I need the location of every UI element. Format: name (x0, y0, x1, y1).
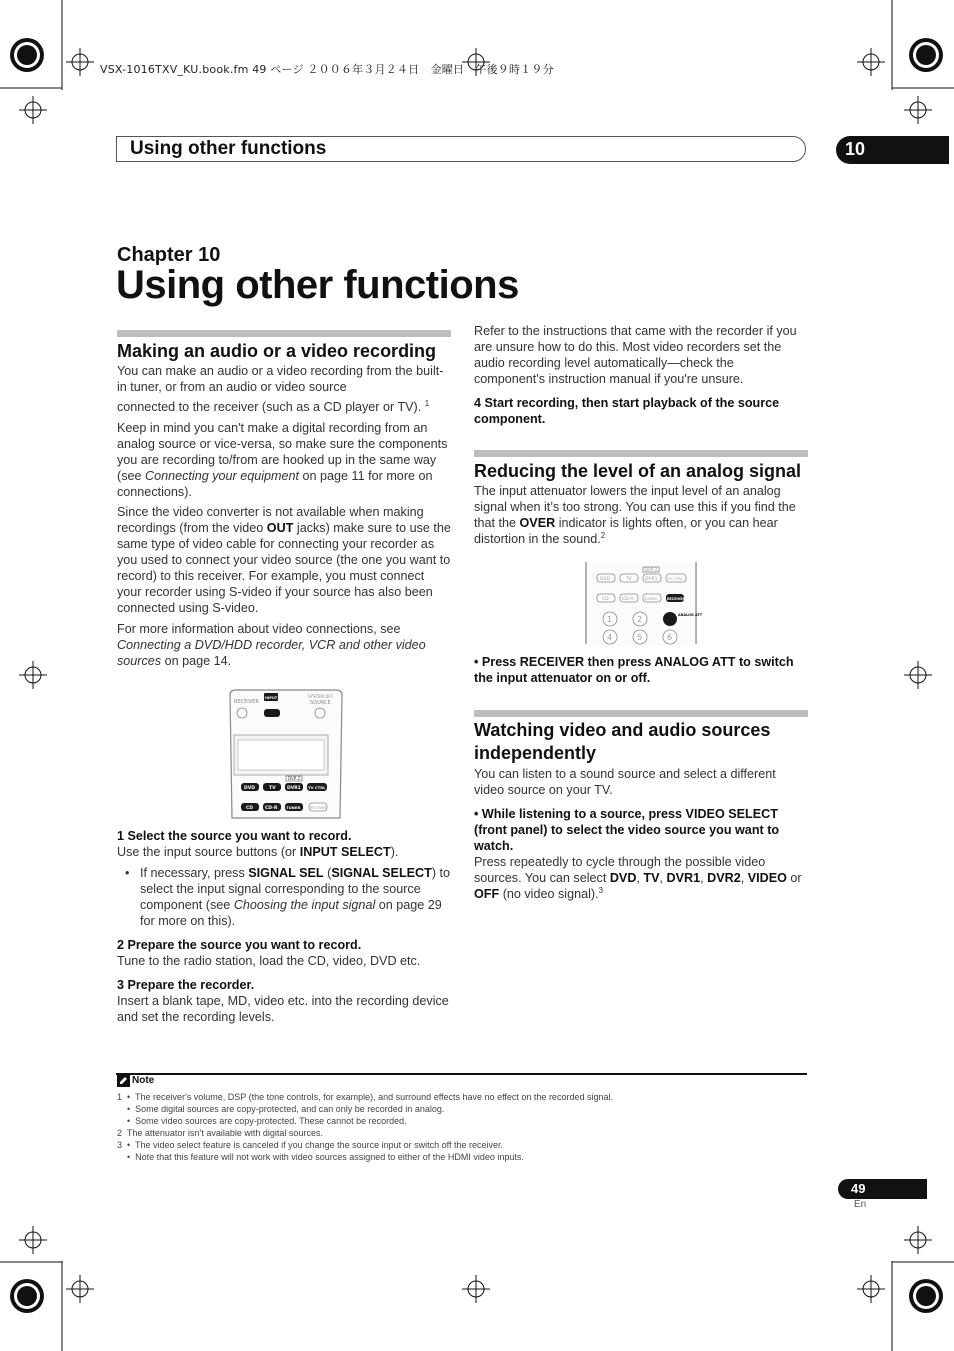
remote-label: 4 (607, 633, 613, 642)
remote-label: DVR1 (645, 577, 658, 582)
step-2-text: Tune to the radio station, load the CD, video, DVD etc. (117, 954, 421, 968)
note-rule (116, 1073, 807, 1075)
page-language: En (854, 1199, 867, 1210)
footnote-line: 3 • The video select feature is canceled if you change the source input or switch off the receiver. (117, 1140, 504, 1150)
step-3-text: Insert a blank tape, MD, video etc. into the recording device and set the recording levels. (117, 994, 449, 1024)
section-rule (474, 710, 808, 717)
paragraph: You can make an audio or a video recording from the built-in tuner, or from an audio or video source (117, 364, 444, 394)
note-label: Note (132, 1075, 155, 1086)
section-rule (117, 330, 451, 337)
footnote-line: 2 The attenuator isn’t available with digital sources. (117, 1128, 323, 1138)
paragraph: connected to the receiver (such as a CD player or TV). $^1$ (117, 398, 430, 414)
remote-label: CD (602, 597, 609, 602)
section-heading-video-audio: Watching video and audio sources independently (474, 720, 771, 763)
step-2-heading: 2 Prepare the source you want to record. (117, 938, 362, 952)
remote-label: TUNER (286, 805, 301, 810)
remote-label: SOURCE (310, 700, 331, 706)
remote-label: TV (626, 577, 632, 582)
paragraph: Refer to the instructions that came with the recorder if you are unsure how to do this. Most video recorders set the audio recording level automatically—check the component's instruction manual if you're unsure. (474, 324, 797, 386)
remote-label: 2 (637, 615, 643, 624)
note-pencil-icon (117, 1075, 130, 1087)
remote-label: RECEIVER (667, 597, 686, 601)
paragraph: Press repeatedly to cycle through the possible video sources. You can select DVD, TV, DVR1, DVR2, VIDEO or OFF (no video signal).$^3$ (474, 855, 802, 901)
remote-label: DVD (244, 786, 255, 791)
section-heading-recording: Making an audio or a video recording (117, 341, 437, 361)
remote-label: 1 (607, 615, 613, 624)
paragraph: The input attenuator lowers the input level of an analog signal when it’s too strong. You can use this if you find the that the OVER indicator is lights often, or you can hear distortion in the sound.$^2$ (474, 484, 796, 546)
remote-label: RECEIVER (234, 699, 259, 705)
chapter-tab-number: 10 (845, 139, 866, 159)
remote-label: TV CTRL (667, 576, 683, 581)
step-1-text: Use the input source buttons (or INPUT SELECT). (117, 845, 399, 859)
remote-illustration-recording (228, 689, 344, 819)
remote-label: CD-R (265, 806, 278, 811)
footnote-ref: 2 (600, 530, 606, 540)
remote-label: RECEIVER (310, 806, 327, 810)
footnote-line: • Some video sources are copy-protected. These cannot be recorded. (117, 1116, 407, 1126)
remote-label: CD (246, 806, 254, 811)
remote-label: ANALOG ATT (678, 613, 703, 617)
step-4-heading: 4 Start recording, then start playback of the source component. (474, 396, 780, 426)
remote-label: SYSTEM OFF (308, 694, 333, 699)
section-rule (474, 450, 808, 457)
file-header: VSX-1016TXV_KU.book.fm 49 ページ ２００６年３月２４日 金曜日 午後９時１９分 (100, 63, 554, 76)
remote-label: TUNER (644, 596, 657, 601)
footnote-ref: 3 (598, 885, 604, 895)
bullet-item: • (125, 866, 130, 880)
step-3-heading: 3 Prepare the recorder. (117, 978, 255, 992)
section-heading-analog: Reducing the level of an analog signal (474, 461, 802, 481)
footnote-line: • Note that this feature will not work with video sources assigned to either of the HDMI video inputs. (117, 1152, 524, 1162)
footnote-ref: 1 (424, 398, 430, 408)
remote-label: CD-R (622, 597, 634, 602)
footnote-line: 1 • The receiver's volume, DSP (the tone controls, for example), and surround effects have no effect on the recorded signal. (117, 1092, 613, 1102)
remote-label: 6 (667, 633, 673, 642)
remote-label: TV CTRL (308, 785, 326, 790)
paragraph: You can listen to a sound source and select a different video source on your TV. (474, 767, 776, 797)
remote-label: INPUT SELECT (265, 696, 294, 700)
remote-illustration-attenuator (585, 562, 703, 646)
paragraph: Since the video converter is not available when making recordings (from the video OUT jacks) make sure to use the same type of video cable for connecting your recorder as you used to connect your video source (the one you want to record) to this receiver. For example, you must connect your recorder using S-video if your source has also been connected using S-video. (117, 505, 451, 615)
chapter-label: Chapter 10 (117, 244, 221, 266)
paragraph: Keep in mind you can't make a digital recording from an analog source or vice-versa, so make sure the components you are recording to/from are hooked up in the same way (see Connecting your equipment on page 11 for more on connections). (117, 421, 448, 499)
footnote-line: • Some digital sources are copy-protected, and can only be recorded in analog. (117, 1104, 445, 1114)
remote-label: 5 (637, 633, 643, 642)
page-title: Using other functions (116, 263, 519, 307)
remote-label: TV (269, 786, 276, 791)
paragraph: For more information about video connections, see Connecting a DVD/HDD recorder, VCR and other video sources on page 14. (117, 622, 426, 668)
remote-label: DVR 2 (645, 567, 658, 572)
remote-label: DVR 2 (288, 776, 301, 781)
remote-label: DVD (600, 577, 610, 582)
page-number: 49 (851, 1181, 866, 1196)
instruction-attenuator: • Press RECEIVER then press ANALOG ATT to switch the input attenuator on or off. (474, 655, 794, 685)
step-1-heading: 1 Select the source you want to record. (117, 829, 352, 843)
running-header-title: Using other functions (130, 138, 327, 159)
instruction-video-select: • While listening to a source, press VIDEO SELECT (front panel) to select the video source you want to watch. (474, 807, 780, 853)
bullet-text: If necessary, press SIGNAL SEL (SIGNAL SELECT) to select the input signal corresponding to the source component (see Choosing the input signal on page 29 for more on this). (140, 866, 451, 928)
remote-label: DVR1 (287, 786, 301, 791)
